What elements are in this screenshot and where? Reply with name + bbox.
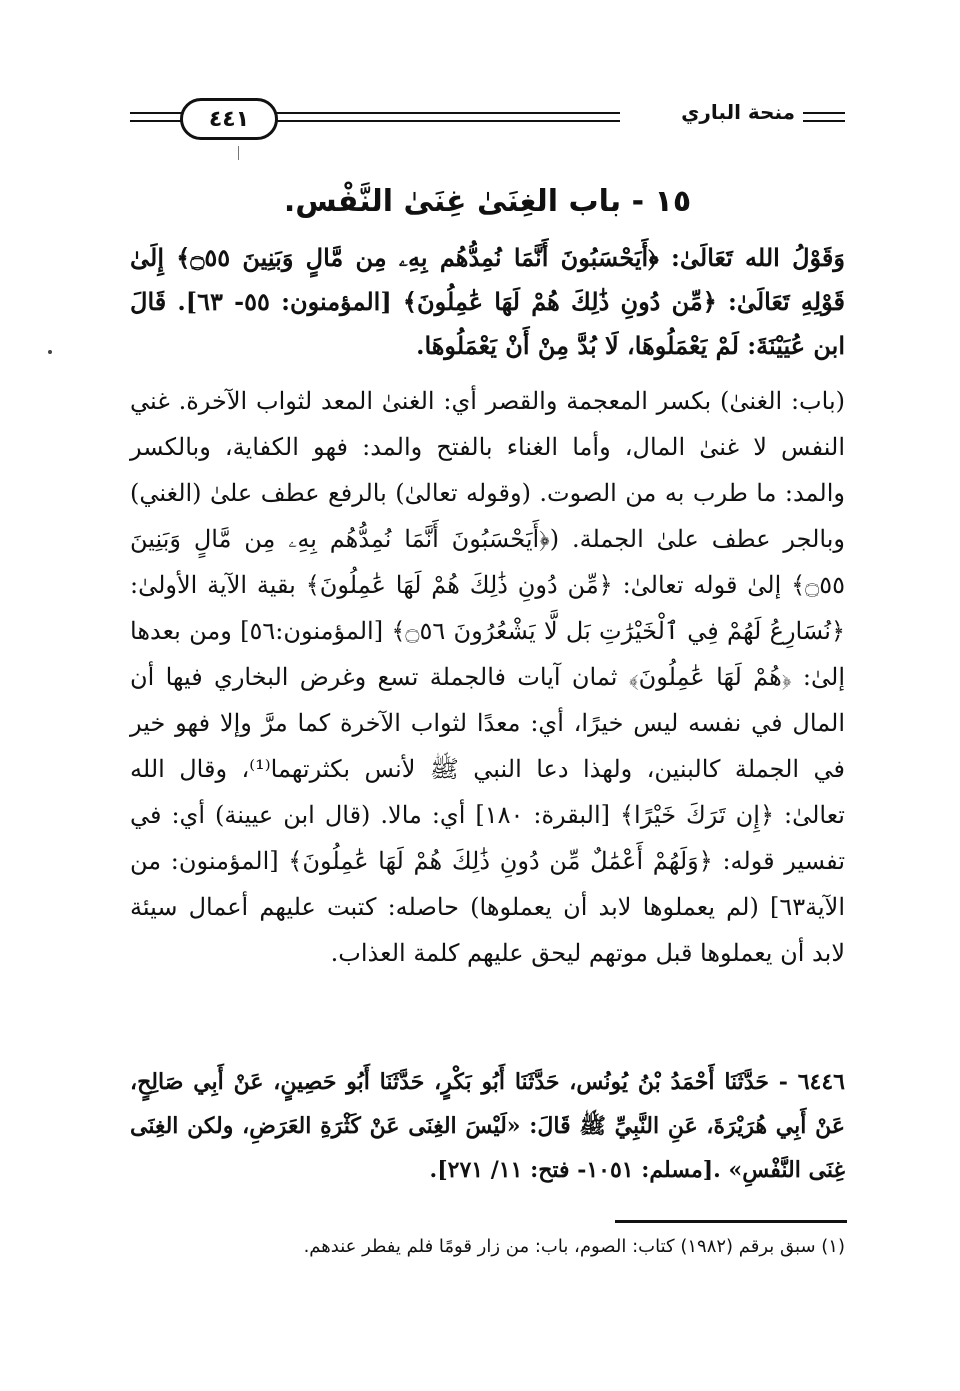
page-number: ٤٤١: [180, 98, 278, 140]
chapter-title: ١٥ - باب الغِنَىٰ غِنَىٰ النَّفْس.: [283, 184, 692, 219]
header-rule-middle-2: [275, 120, 620, 122]
hadith-text: ٦٤٤٦ - حَدَّثَنَا أَحْمَدُ بْنُ يُونُس، حَدَّثَنَا أَبُو بَكْرٍ، حَدَّثَنَا أَبُو حَصِينٍ، عَنْ أَبِي صَالِحٍ، عَنْ أَبِي هُرَيْرَةَ، عَنِ النَّبِيِّ ﷺ قَالَ: «لَيْسَ الغِنَى عَنْ كَثْرَةِ العَرَضِ، ولكن الغِنَى غِنَى النَّفْسِ» .[مسلم: ١٠٥١- فتح: ١١/ ٢٧١].: [130, 1069, 845, 1183]
header-rule-middle-1: [275, 112, 620, 114]
header-rule-right-2: [803, 120, 845, 122]
header-rule-right-1: [803, 112, 845, 114]
footnote: (١) سبق برقم (١٩٨٢) كتاب: الصوم، باب: من زار قومًا فلم يفطر عندهم.: [303, 1236, 845, 1257]
footnote-divider: [615, 1220, 847, 1223]
book-title: منحة الباري: [681, 100, 795, 124]
margin-tick: [238, 146, 239, 160]
verse-block: وَقَوْلُ الله تَعَالَىٰ: ﴿أَيَحْسَبُونَ أَنَّمَا نُمِدُّهُم بِهِۦ مِن مَّالٍ وَبَنِينَ ۝٥٥﴾ إِلَىٰ قَوْلِهِ تَعَالَىٰ: ﴿مِّن دُونِ ذَٰلِكَ هُمْ لَهَا عَٰمِلُونَ﴾ [المؤمنون: ٥٥- ٦٣]. قَالَ ابن عُيَيْنَةَ: لَمْ يَعْمَلُوهَا، لَا بُدَّ مِنْ أَنْ يَعْمَلُوهَا.: [130, 243, 845, 360]
margin-dot: [48, 350, 52, 354]
commentary-text: (باب: الغنىٰ) بكسر المعجمة والقصر أي: الغنىٰ المعد لثواب الآخرة. غني النفس لا غنىٰ المال، وأما الغناء بالفتح والمد: فهو الكفاية، وبالكسر والمد: ما طرب به من الصوت. (وقوله تعالىٰ) بالرفع عطف علىٰ (الغني) وبالجر عطف علىٰ الجملة. (﴿أَيَحْسَبُونَ أَنَّمَا نُمِدُّهُم بِهِۦ مِن مَّالٍ وَبَنِينَ ۝٥٥﴾ إلىٰ قوله تعالىٰ: ﴿مِّن دُونِ ذَٰلِكَ هُمْ لَهَا عَٰمِلُونَ﴾ بقية الآية الأولىٰ: ﴿نُسَارِعُ لَهُمْ فِي ٱلْخَيْرَٰتِ بَل لَّا يَشْعُرُونَ ۝٥٦﴾ [المؤمنون:٥٦] ومن بعدها إلىٰ: ﴿هُمْ لَهَا عَٰمِلُونَ﴾ ثمان آيات فالجملة تسع وغرض البخاري فيها أن المال في نفسه ليس خيرًا، أي: معدًا لثواب الآخرة كما مرَّ وإلا فهو خير في الجملة كالبنين، ولهذا دعا النبي ﷺ لأنس بكثرتهما⁽¹⁾، وقال الله تعالىٰ: ﴿إِن تَرَكَ خَيْرًا﴾ [البقرة: ١٨٠] أي: مالا. (قال ابن عيينة) أي: في تفسير قوله: ﴿وَلَهُمْ أَعْمَٰلٌ مِّن دُونِ ذَٰلِكَ هُمْ لَهَا عَٰمِلُونَ﴾ [المؤمنون: من الآية٦٣] (لم يعملوها لابد أن يعملوها) حاصله: كتبت عليهم أعمال سيئة لابد أن يعملوها قبل موتهم ليحق عليهم كلمة العذاب.: [130, 387, 846, 967]
page-header: [130, 96, 845, 140]
